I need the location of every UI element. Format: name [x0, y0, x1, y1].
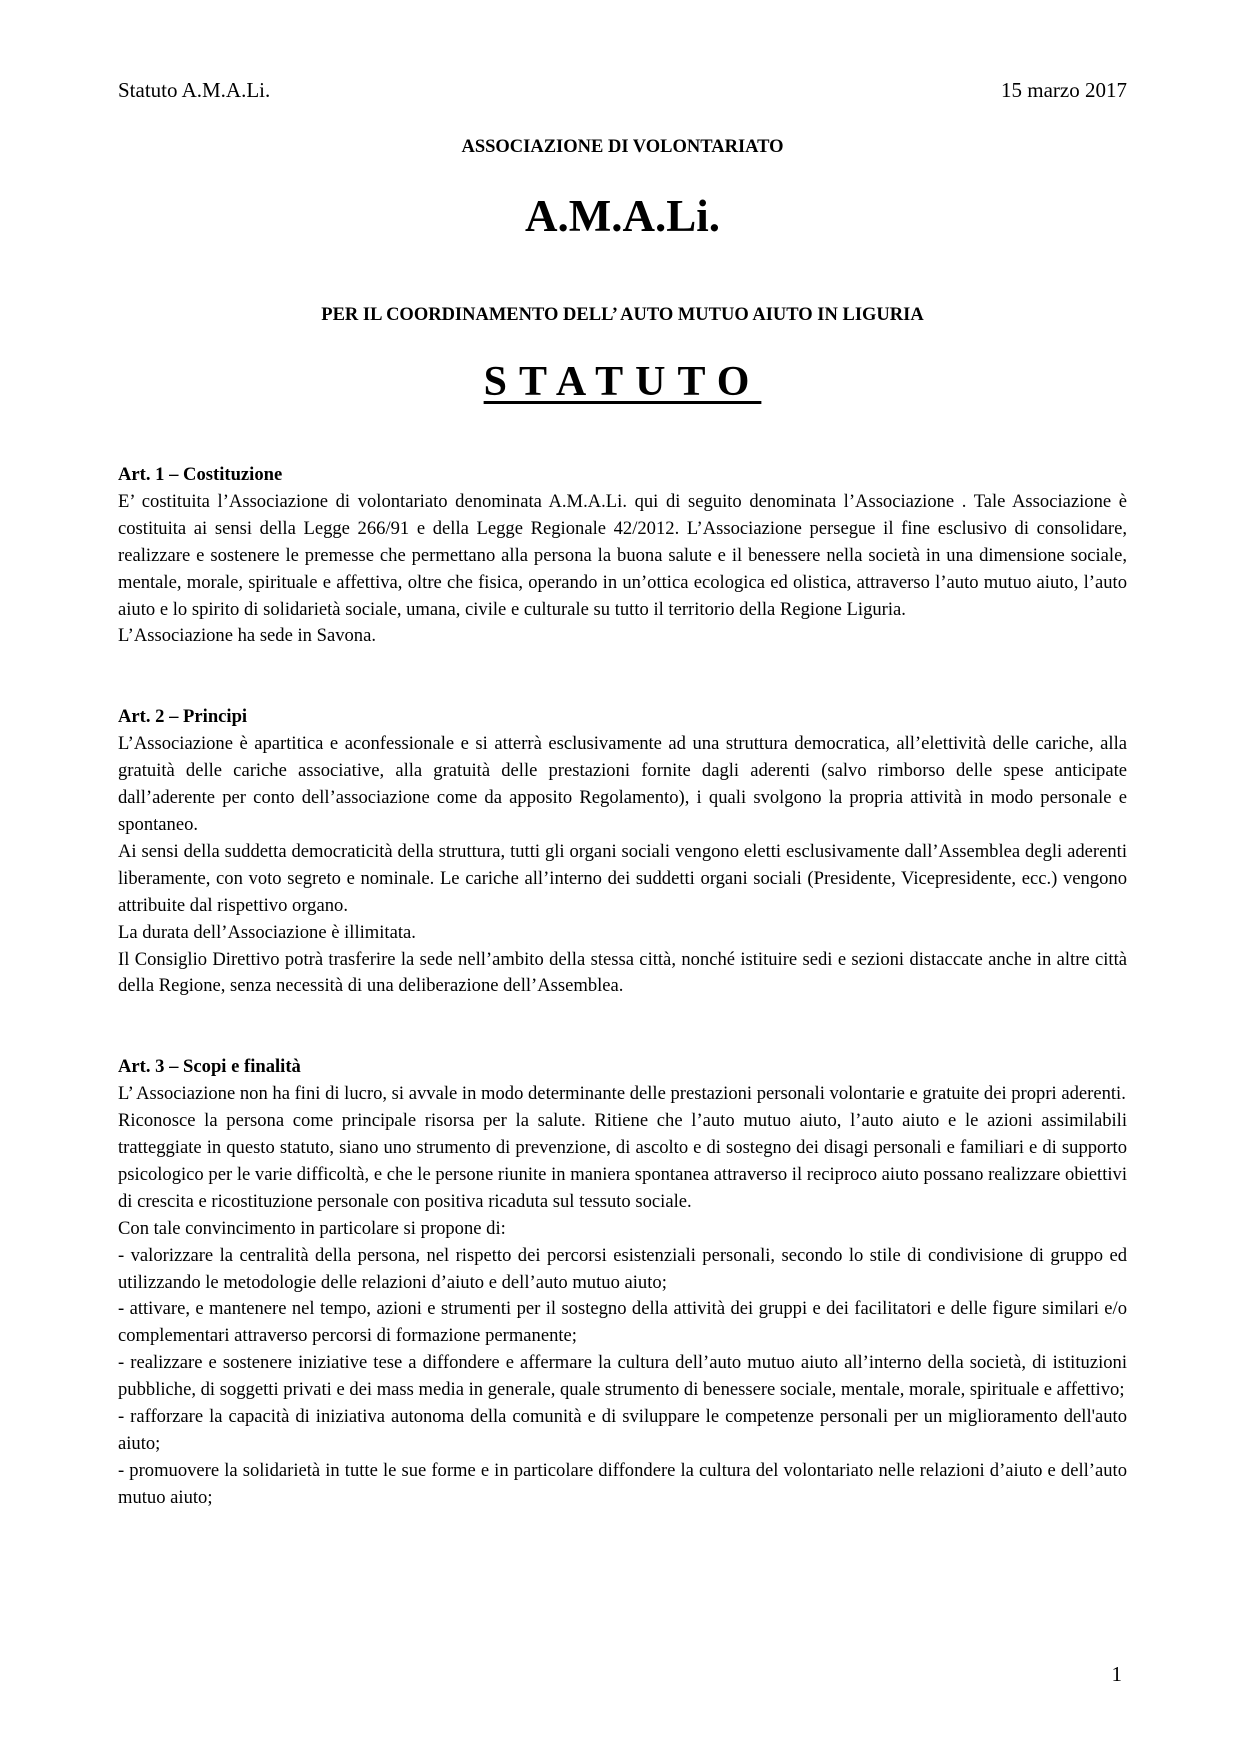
article-1: [118, 462, 1127, 650]
article-paragraph: L’ Associazione non ha fini di lucro, si avvale in modo determinante delle prestazioni personali volontarie e gratuite dei propri aderenti.: [118, 1083, 1126, 1105]
article-paragraph: Con tale convincimento in particolare si propone di:: [118, 1217, 506, 1239]
article-paragraph: Il Consiglio Direttivo potrà trasferire la sede nell’ambito della stessa città, nonché istituire sedi e sezioni distaccate anche in altre città della Regione, senza necessità di una deliberazione dell’Assemblea.: [118, 948, 1127, 997]
list-item: - attivare, e mantenere nel tempo, azioni e strumenti per il sostegno della attività dei gruppi e dei facilitatori e delle figure similari e/o complementari attraverso percorsi di formazione permanente;: [118, 1298, 1127, 1347]
article-gap: [118, 650, 1127, 704]
organization-subtitle: PER IL COORDINAMENTO DELL’ AUTO MUTUO AIUTO IN LIGURIA: [321, 305, 924, 325]
article-paragraph: Riconosce la persona come principale risorsa per la salute. Ritiene che l’auto mutuo aiuto, l’auto aiuto e le azioni assimilabili tratteggiate in questo statuto, siano uno strumento di prevenzione, di ascolto e di sostegno dei disagi personali e familiari e di supporto psicologico per le varie difficoltà, e che le persone riunite in maniera spontanea attraverso il reciproco aiuto possano realizzare obiettivi di crescita e ricostituzione personale con positiva ricaduta sul tessuto sociale.: [118, 1110, 1127, 1212]
list-item: - promuovere la solidarietà in tutte le sue forme e in particolare diffondere la cultura del volontariato nelle relazioni d’aiuto e dell’auto mutuo aiuto;: [118, 1459, 1127, 1508]
list-item: - valorizzare la centralità della persona, nel rispetto dei percorsi esistenziali personali, secondo lo stile di condivisione di gruppo ed utilizzando le metodologie delle relazioni d’aiuto e dell’auto mutuo aiuto;: [118, 1244, 1127, 1293]
header-document-name: Statuto A.M.A.Li.: [118, 78, 271, 102]
organization-name: A.M.A.Li.: [525, 191, 720, 241]
list-item: - realizzare e sostenere iniziative tese a diffondere e affermare la cultura dell’auto mutuo aiuto all’interno della società, di istituzioni pubbliche, di soggetti privati e dei mass media in generale, quale strumento di benessere sociale, mentale, morale, spirituale e affettivo;: [118, 1352, 1127, 1401]
article-2: [118, 704, 1127, 1000]
page-number: 1: [1111, 1662, 1122, 1686]
running-header: [118, 74, 1127, 106]
article-heading: Art. 2 – Principi: [118, 706, 248, 728]
article-paragraph: L’Associazione è apartitica e aconfessionale e si atterrà esclusivamente ad una struttura democratica, all’elettività delle cariche, alla gratuità delle cariche associative, alla gratuità delle prestazioni fornite dagli aderenti (salvo rimborso delle spese anticipate dall’aderente per conto dell’associazione come da apposito Regolamento), i quali svolgono la propria attività in modo personale e spontaneo.: [118, 733, 1127, 835]
document-title: STATUTO: [483, 359, 762, 405]
article-paragraph: L’Associazione ha sede in Savona.: [118, 625, 377, 647]
article-paragraph: La durata dell’Associazione è illimitata.: [118, 921, 416, 943]
document-body: [118, 462, 1127, 1512]
article-gap: [118, 1000, 1127, 1054]
article-paragraph: E’ costituita l’Associazione di volontariato denominata A.M.A.Li. qui di seguito denominata l’Associazione . Tale Associazione è costituita ai sensi della Legge 266/91 e della Legge Regionale 42/2012. L’Associazione persegue il fine esclusivo di consolidare, realizzare e sostenere le premesse che permettano alla persona la buona salute e il benessere nella società in una dimensione sociale, mentale, morale, spirituale e affettiva, oltre che fisica, operando in un’ottica ecologica ed olistica, attraverso l’auto mutuo aiuto, l’auto aiuto e lo spirito di solidarietà sociale, umana, civile e culturale su tutto il territorio della Regione Liguria.: [118, 490, 1127, 620]
article-paragraph: Ai sensi della suddetta democraticità della struttura, tutti gli organi sociali vengono eletti esclusivamente dall’Assemblea degli aderenti liberamente, con voto segreto e nominale. Le cariche all’interno dei suddetti organi sociali (Presidente, Vicepresidente, ecc.) vengono attribuite dal rispettivo organo.: [118, 840, 1127, 916]
association-type: ASSOCIAZIONE DI VOLONTARIATO: [461, 137, 784, 157]
article-heading: Art. 1 – Costituzione: [118, 464, 283, 485]
list-item: - rafforzare la capacità di iniziativa autonoma della comunità e di sviluppare le competenze personali per un miglioramento dell'auto aiuto;: [118, 1406, 1127, 1454]
article-heading: Art. 3 – Scopi e finalità: [118, 1056, 301, 1078]
article-3: [118, 1054, 1127, 1511]
header-date: 15 marzo 2017: [1001, 78, 1127, 102]
